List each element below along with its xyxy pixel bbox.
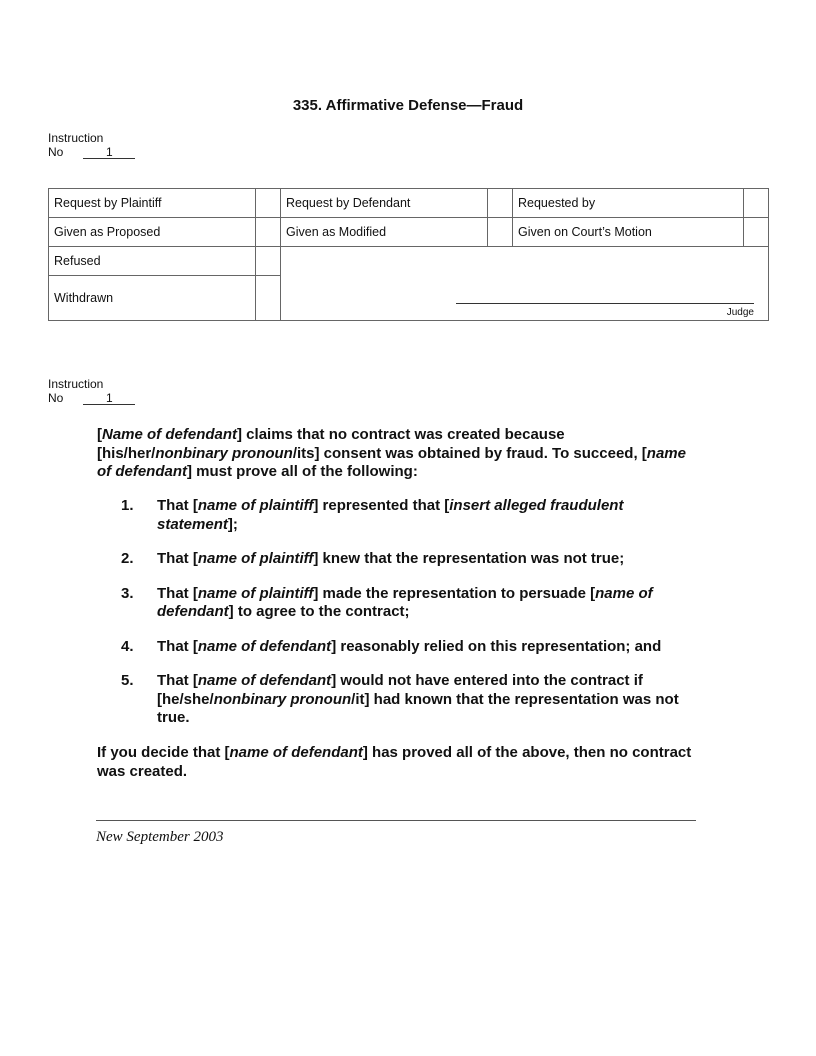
withdrawn-checkbox[interactable] (256, 276, 281, 321)
given-as-proposed-checkbox[interactable] (256, 218, 281, 247)
list-item: 5. That [name of defendant] would not have entered into the contract if [he/she/nonbinary pronoun/it] had known that the representation was not true. (121, 672, 679, 726)
instruction-no-label: No (48, 391, 64, 405)
request-by-defendant-checkbox[interactable] (488, 189, 513, 218)
refused-checkbox[interactable] (256, 247, 281, 276)
list-item: 1. That [name of plaintiff] represented that [insert alleged fraudulent statement]; (121, 497, 624, 533)
list-item: 4. That [name of defendant] reasonably relied on this representation; and (121, 637, 662, 655)
footer-divider (96, 820, 696, 821)
given-as-modified-label: Given as Modified (281, 218, 488, 247)
withdrawn-label: Withdrawn (49, 276, 256, 321)
conclusion-paragraph: If you decide that [name of defendant] has proved all of the above, then no contract was created. (97, 744, 692, 780)
request-status-form (48, 188, 769, 321)
given-on-courts-motion-label: Given on Court’s Motion (513, 218, 744, 247)
given-as-proposed-label: Given as Proposed (49, 218, 256, 247)
given-on-courts-motion-checkbox[interactable] (744, 218, 769, 247)
requested-by-checkbox[interactable] (744, 189, 769, 218)
judge-signature-area (281, 247, 769, 321)
refused-label: Refused (49, 247, 256, 276)
instruction-number-block-2 (48, 377, 135, 405)
page-title: 335. Affirmative Defense—Fraud (292, 97, 524, 114)
list-item: 3. That [name of plaintiff] made the representation to persuade [name of defendant] to agree to the contract; (121, 584, 653, 620)
revision-note: New September 2003 (96, 829, 224, 845)
instruction-number: 1 (83, 146, 135, 159)
instruction-number: 1 (83, 392, 135, 405)
judge-signature-line[interactable] (456, 303, 754, 304)
request-by-plaintiff-label: Request by Plaintiff (49, 189, 256, 218)
request-by-plaintiff-checkbox[interactable] (256, 189, 281, 218)
given-as-modified-checkbox[interactable] (488, 218, 513, 247)
instruction-no-label: No (48, 145, 64, 159)
instruction-label: Instruction (48, 377, 104, 391)
instruction-number-block-1 (48, 131, 135, 159)
list-item: 2. That [name of plaintiff] knew that the representation was not true; (121, 550, 625, 567)
request-by-defendant-label: Request by Defendant (281, 189, 488, 218)
instruction-label: Instruction (48, 131, 104, 145)
elements-list (97, 497, 697, 744)
judge-label: Judge (726, 307, 754, 318)
requested-by-label: Requested by (513, 189, 744, 218)
intro-paragraph: [Name of defendant] claims that no contract was created because [his/her/nonbinary pronoun/its] consent was obtained by fraud. To succeed, [name of defendant] must prove all of the following: (97, 426, 686, 480)
